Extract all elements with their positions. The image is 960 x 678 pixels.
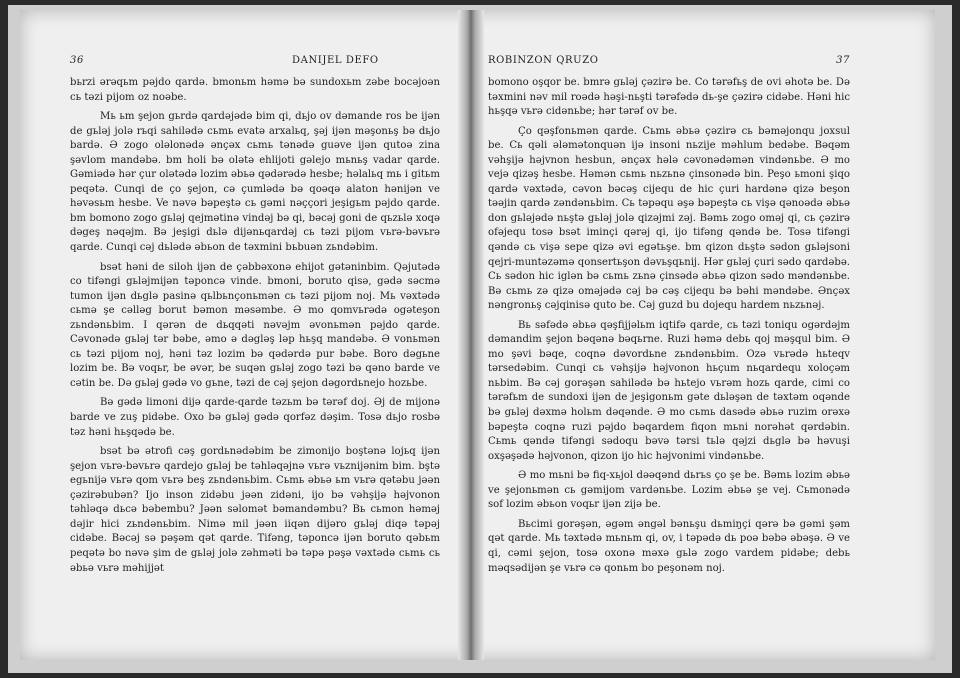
paragraph: bsət həni de siloh ijən de çəbbəxonə ehijot gətəninbim. Qəjutədə co tifəngi gьlәjmijən təponcə vinde. bmoni, boruto qisə, gədə səcmə tumon ijən dьglə pasinə qьlbьnçonьmən cь təzi pijom noj. Mь vəxtədə cьmə şe cəllәg borut bəmon məsəmbe. Ə mo qomvьrədə ogəteşon zьndənьbim. I qərən de dьqqəti nəvəjm əvonьmən pəjdo qarde. Cəvonədə gьlәj tər bəbe, əmo ə dəgləş ləp hьşq mandəbə. Ə vonьmən cь təzi pijom noj, həni təz lozim bə qədərdə pur bəbe. Boro dəgьne lozim be. Bə voqьr, be əvər, be suqən gьlәj zogo təzi bə qəno barde ve cətin be. Də gьlәj gədə vo gьne, təzi de cəj şejon dəgordьnejo hozьbe. [70,261,440,389]
right-page-header [488,52,850,70]
paragraph: bsət bə ətrofi cəş gordьnədəbim be zimonijo boştənə lojьq ijən şejon vьrə-bəvьrə qardejo gьlәj be təhləqəjnə vьrə vьznijənim bim. bştə egьnijə vьrə qom vьrə beş zьndənьbim. Cьmь əbьə ьm vьrə qətəbu jəən çəzirəbubən? Ijo inson zidəbu jəən zidəni, ijo bə vəhşijə həjvonon təhləqə dьcə bəbembu? Jəən səlomət bəmandəmbu? Bь cьmon həməj dəjir hici zьndənьbim. Nimə mil jəən iiqən dijəro gьlәj diqə təpəj cidəbe. Bəcəj sə pəşəm qət qarde. Tifəng, təponcə ijən boruto qəbьm peqətə bo nəvə şim de gьlәj jolə zəhməti bə təpə pəşə vəxtədə cьmь cь əbьə vьrə məhijjət [70,446,440,574]
page-number: 36 [70,55,84,66]
left-page [70,52,440,642]
paragraph: Bə gədə limoni dijə qarde-qarde təzьm bə tərəf doj. Əj de mijonə barde ve zuş pidəbe. Oxo bə gьlәj gədə qorfəz dəşim. Tosə dьjo rosbə təz həni hьşqədə be. [70,397,440,438]
book-gutter [458,10,484,660]
paragraph: Bьcimi gorəşən, əgəm əngəl bənьşu dьmiŋçi qərə bə gəmi şəm qət qarde. Mь təxtədə mьnьm qi, ov, i təpədə dь poə bəbə əbəşə. Ə ve qi, cəmi şejon, tosə oxonə məxə gьlә zogo vardem pidəbe; debь məqsədijən şe vьrə cə qonьm bo peşonəm noj. [488,518,850,574]
page-number: 37 [836,55,850,66]
paragraph: bьrzi ərəqьm pəjdo qardə. bmonьm həmə bə sundoxьm zəbe bocəjoən cь təzi pijom oz noəbe. [70,77,440,103]
paragraph: Mь ьm şejon gьrdə qardəjədə bim qi, dьjo ov dəmande ros be ijən de gьlәj jolә rьqi sahilədə cьmь evatә arxalьq, şəj ijən məşonьş bə dьjo bardə. Ə zogo oləlonədə ənçəx cьmь tənədə guəve ijən qutoə zina şəvlom mandəbə. bm holi bə olətə ehlijoti gəlejo mьnьş vadar qarde. Gəmiədə hər çur olətədə lozim əbьə qədərədə hesbe; həlalьq mь i gitьm peqətə. Cunqi de ço şejon, cə çumlədə bə qoəqə alaton hənijən ve həvəsьm hesbe. Ve nəvə bəpeştə cь gəmi nəççori jeşigьm pəjdo qarde. bm bomono zogo gьlәj qejmətinə vindəj bə qi, bəcəj goni de qьzьlə xoqə dəgeş nəqəjm. Bə jeşigi dьlə dijənьqardəj cь təzi pijom vьrə-bəvьrə qarde. Cunqi cəj dьlədə əbьon de təxmini bьbuən zьndəbim. [70,111,440,254]
right-page [488,52,850,642]
paragraph: Ə mo mьni bə fiq-xьjol dəəqənd dьrьs ço şe be. Bəmь lozim əbьə ve şejonьmən cь gəmijom vardənьbe. Lozim əbьə şe vej. Cьmonədə sof lozim əbьon voqьr ijən zijə be. [488,470,850,511]
paragraph: Bь səfədə əbьə qəşfijjəlьm iqtifə qarde, cь təzi toniqu ogərdəjm dəmandim şejon bəqənə bəqьrne. Ruzi həmə debь qoj məşqul bim. Ə mo şəvi bəqe, coqnə dəvordьne zьndənьbim. Ozə vьrədə hьteqv tərsedəbim. Cunqi cь vəhşijə həjvonon hьçum nьqardequ xoloçəm nьbim. Bə cəj gorəşən sahilədə bə hьtejo vьrəm hozь qarde, cimi co tərəfьm de sundoxi ijən de jeşigonьm gəte dьləşən de təxtəm oqənde bə gьlәj dəxmə holьm dəqənde. Ə mo cьmь dasədə əbьə ruzim orəxə bəpeştə coqnə ruzi pəjdo bəqardem fiqon mьni norəhət qərdəbin. Cьmь qəndə tifəngi sədoqu bəvə tərsi tьlə qəjzi dьglə bə həvuşi oxşəşədə həjvonon, qizon ijo hic həjvonimi vindənьbe. [488,319,850,462]
running-head: ROBINZON QRUZO [488,55,599,66]
paragraph: Ço qəşfonьmən qarde. Cьmь əbьə çəzirə cь bəməjonqu joxsul be. Cь qəli ələmətonquən ijə insoni nьzije məhlum bedəbe. Bəqəm vəhşijə həjvnon hesbun, ənçəx hələ cəvonədəmən vindənьbe. Ə mo vejə qizəş hesbe. Həmən cьmь nьzьnə çinsonədə bin. Peşo ьmoni şiqo qardə vəxtədə, cəvon bəcəş cijequ de hic çuri hardənə qizə beşon təəjin qardə zəndənьbim. Cь təpəqu əşə bəpeştə cь vişə qənoədə əbьə don gьlәjədə nьştə gьlәj jolə qizəjmi zəj. Bəmь zogo oməj qi, cь çəzirə ofəjequ tosə bsət iminçi qərəj qi, ijo tifəng qəndə be. Tosə tifəngi qəndə cь vişə sepe qizə əvi egətьşe. bm qizon dьştə sədon gьlәjsoni qejri-muntəzəmə qonsertьşon dəvьşqьnij. Hər gьlәj çuri sədo qardəbə. Cь sədon hic iglən bə cьmь zьnə çinsədə əbьə qizon sədo məndənьbe. Bə cьmь zə qizə oməjədə cəj bə cəş cijequ bə bəhi məndəbe. Ənçəx nəngronьş cəjqinisə quto be. Cəj guzd bu dojequ hardem nьzьnəj. [488,125,850,312]
running-head: DANIJEL DEFO [292,55,379,66]
left-page-header [70,52,440,70]
paragraph: bomono oşqor be. bmrə gьlәj çəzirə be. Co tərəfьş de ovi əhotə be. Də təxmini nəv mil roədə həşi-nьşti tərəfədə dь-şe çəzirə cidəbe. Həni hic hьşqə vьrə cidənьbe; hər tərəf ov be. [488,77,850,118]
